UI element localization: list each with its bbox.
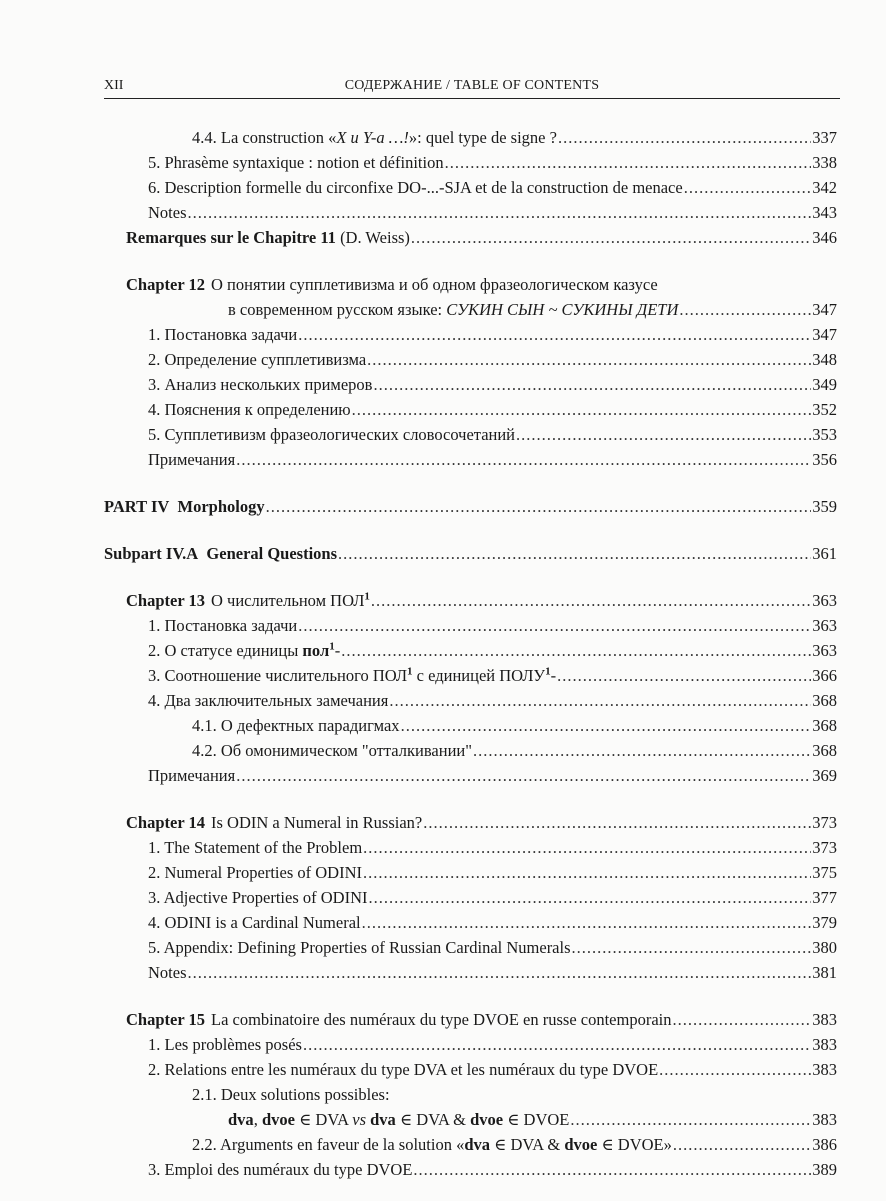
subpart-4a-heading: Subpart IV.A General Questions ..... 361 [104,541,837,566]
toc-entry: в современном русском языке: СУКИН СЫН ~ СУКИНЫ ДЕТИ ..... 347 [104,297,837,322]
toc-entry: 6. Description formelle du circonfixe DO-...-SJA et de la construction de menace ..... 342 [104,175,837,200]
toc-entry: 2. Relations entre les numéraux du type DVA et les numéraux du type DVOE ..... 383 [104,1057,837,1082]
toc-entry: 2. О статусе единицы пол$^1$- ..... 363 [104,638,837,663]
toc-entry: 1. The Statement of the Problem ..... 373 [104,835,837,860]
toc-entry: 2. Определение супплетивизма ..... 348 [104,347,837,372]
toc-entry: Notes ..... 343 [104,200,837,225]
part-4-heading: PART IV Morphology ..... 359 [104,494,837,519]
toc-entry: Notes ..... 381 [104,960,837,985]
toc-entry: 2.2. Arguments en faveur de la solution «dva ∈ DVA & dvoe ∈ DVOE» ..... 386 [104,1132,837,1157]
toc-entry: 4. Два заключительных замечания ..... 368 [104,688,837,713]
toc-entry: Примечания ..... 369 [104,763,837,788]
toc-entry: 4.4. La construction «X и Y-а …!»: quel type de signe ? ..... 337 [104,125,837,150]
page-ref: 337 [812,128,837,147]
toc-entry: 5. Appendix: Defining Properties of Russian Cardinal Numerals ..... 380 [104,935,837,960]
toc-entry: 1. Постановка задачи ..... 363 [104,613,837,638]
toc-entry: 3. Соотношение числительного ПОЛ$^1$ с единицей ПОЛУ$^1$- ..... 366 [104,663,837,688]
toc-entry: 3. Анализ нескольких примеров ..... 349 [104,372,837,397]
chapter-14-heading: Chapter 14 Is ODIN a Numeral in Russian? ..... 373 [104,810,837,835]
chapter-12-heading: Chapter 12 О понятии супплетивизма и об одном фразеологическом казусе [126,275,658,294]
toc-entry: 3. Adjective Properties of ODINI ..... 377 [104,885,837,910]
toc-entry: 4. Пояснения к определению ..... 352 [104,397,837,422]
toc-entry: 4.1. О дефектных парадигмах ..... 368 [104,713,837,738]
toc-entry: 4. ODINI is a Cardinal Numeral ..... 379 [104,910,837,935]
running-header [104,76,840,99]
page-number-roman: XII [104,78,124,93]
toc-entry: 5. Phrasème syntaxique : notion et définition ..... 338 [104,150,837,175]
toc-entry: 2.1. Deux solutions possibles: [192,1085,390,1104]
chapter-15-heading: Chapter 15 La combinatoire des numéraux du type DVOE en russe contemporain ..... 383 [104,1007,837,1032]
chapter-13-heading: Chapter 13 О числительном ПОЛ$^1$ ..... 363 [104,588,837,613]
toc-entry: 3. Emploi des numéraux du type DVOE ..... 389 [104,1157,837,1182]
toc-entry: 2. Numeral Properties of ODINI ..... 375 [104,860,837,885]
table-of-contents [104,125,837,1182]
toc-entry: 1. Постановка задачи ..... 347 [104,322,837,347]
toc-entry: 1. Les problèmes posés ..... 383 [104,1032,837,1057]
toc-entry: dva, dvoe ∈ DVA vs dva ∈ DVA & dvoe ∈ DVOE ..... 383 [104,1107,837,1132]
running-title: СОДЕРЖАНИЕ / TABLE OF CONTENTS [344,78,600,93]
toc-entry: Remarques sur le Chapitre 11 (D. Weiss) ..... 346 [104,225,837,250]
toc-entry: Примечания ..... 356 [104,447,837,472]
toc-entry: 4.2. Об омонимическом "отталкивании" ..... 368 [104,738,837,763]
toc-entry: 5. Супплетивизм фразеологических словосочетаний ..... 353 [104,422,837,447]
